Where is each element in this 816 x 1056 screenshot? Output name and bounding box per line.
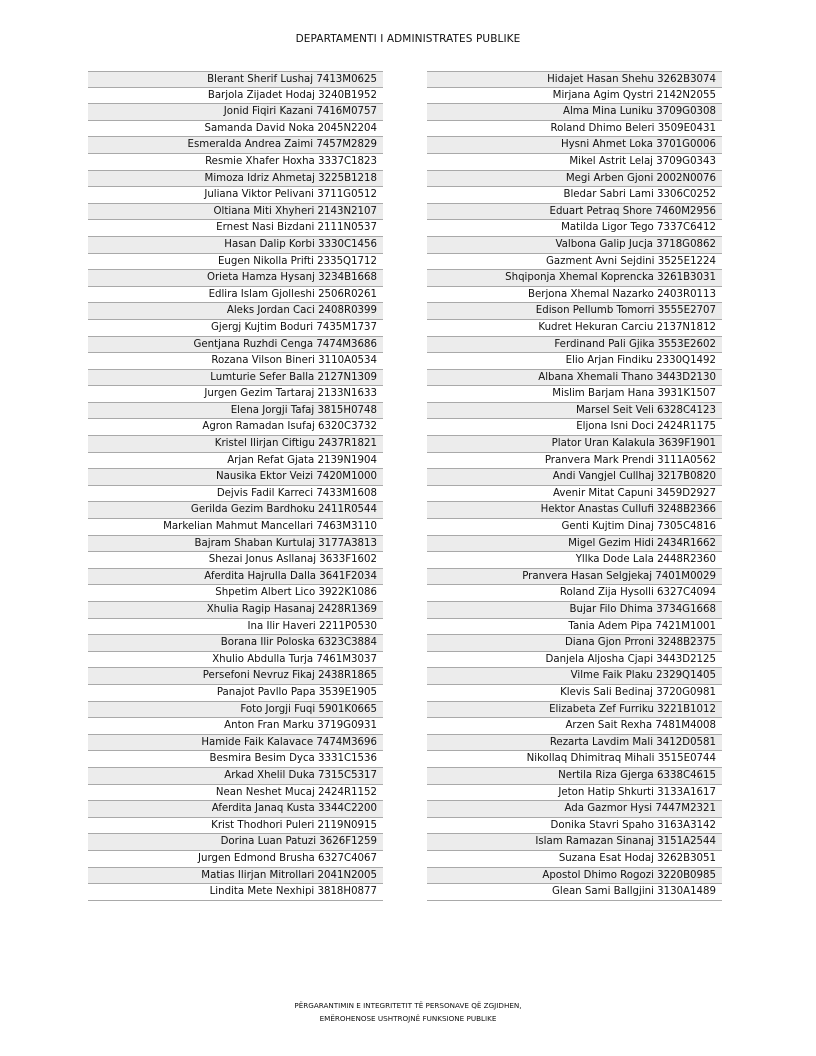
list-item: Ferdinand Pali Gjika 3553E2602 bbox=[427, 337, 722, 354]
list-item: Ada Gazmor Hysi 7447M2321 bbox=[427, 801, 722, 818]
list-item: Markelian Mahmut Mancellari 7463M3110 bbox=[88, 519, 383, 536]
list-item: Plator Uran Kalakula 3639F1901 bbox=[427, 436, 722, 453]
list-item: Kristel Ilirjan Ciftigu 2437R1821 bbox=[88, 436, 383, 453]
list-item: Agron Ramadan Isufaj 6320C3732 bbox=[88, 419, 383, 436]
list-item: Esmeralda Andrea Zaimi 7457M2829 bbox=[88, 137, 383, 154]
list-item: Hysni Ahmet Loka 3701G0006 bbox=[427, 137, 722, 154]
footer-line-2: EMËROHENOSE USHTROJNË FUNKSIONE PUBLIKE bbox=[319, 1014, 497, 1023]
list-item: Andi Vangjel Cullhaj 3217B0820 bbox=[427, 469, 722, 486]
list-item: Gazment Avni Sejdini 3525E1224 bbox=[427, 254, 722, 271]
list-item: Resmie Xhafer Hoxha 3337C1823 bbox=[88, 154, 383, 171]
list-item: Borana Ilir Poloska 6323C3884 bbox=[88, 635, 383, 652]
list-item: Anton Fran Marku 3719G0931 bbox=[88, 718, 383, 735]
list-item: Avenir Mitat Capuni 3459D2927 bbox=[427, 486, 722, 503]
list-item: Roland Zija Hysolli 6327C4094 bbox=[427, 585, 722, 602]
list-item: Juliana Viktor Pelivani 3711G0512 bbox=[88, 187, 383, 204]
list-item: Valbona Galip Jucja 3718G0862 bbox=[427, 237, 722, 254]
list-item: Nausika Ektor Veizi 7420M1000 bbox=[88, 469, 383, 486]
list-item: Foto Jorgji Fuqi 5901K0665 bbox=[88, 702, 383, 719]
list-item: Nertila Riza Gjerga 6338C4615 bbox=[427, 768, 722, 785]
list-item: Aleks Jordan Caci 2408R0399 bbox=[88, 303, 383, 320]
list-item: Nean Neshet Mucaj 2424R1152 bbox=[88, 785, 383, 802]
list-item: Jurgen Gezim Tartaraj 2133N1633 bbox=[88, 386, 383, 403]
list-item: Donika Stavri Spaho 3163A3142 bbox=[427, 818, 722, 835]
page-title: DEPARTAMENTI I ADMINISTRATES PUBLIKE bbox=[295, 33, 521, 45]
list-item: Elizabeta Zef Furriku 3221B1012 bbox=[427, 702, 722, 719]
list-item: Elio Arjan Findiku 2330Q1492 bbox=[427, 353, 722, 370]
list-item: Aferdita Janaq Kusta 3344C2200 bbox=[88, 801, 383, 818]
list-item: Bajram Shaban Kurtulaj 3177A3813 bbox=[88, 536, 383, 553]
list-item: Yllka Dode Lala 2448R2360 bbox=[427, 552, 722, 569]
list-item: Genti Kujtim Dinaj 7305C4816 bbox=[427, 519, 722, 536]
list-item: Ina Ilir Haveri 2211P0530 bbox=[88, 619, 383, 636]
list-item: Klevis Sali Bedinaj 3720G0981 bbox=[427, 685, 722, 702]
list-item: Dorina Luan Patuzi 3626F1259 bbox=[88, 834, 383, 851]
list-item: Apostol Dhimo Rogozi 3220B0985 bbox=[427, 868, 722, 885]
list-item: Alma Mina Luniku 3709G0308 bbox=[427, 104, 722, 121]
list-item: Bledar Sabri Lami 3306C0252 bbox=[427, 187, 722, 204]
list-item: Kudret Hekuran Carciu 2137N1812 bbox=[427, 320, 722, 337]
list-item: Mirjana Agim Qystri 2142N2055 bbox=[427, 88, 722, 105]
list-item: Besmira Besim Dyca 3331C1536 bbox=[88, 751, 383, 768]
list-item: Pranvera Hasan Selgjekaj 7401M0029 bbox=[427, 569, 722, 586]
list-item: Islam Ramazan Sinanaj 3151A2544 bbox=[427, 834, 722, 851]
footer-note bbox=[0, 999, 816, 1025]
list-item: Mislim Barjam Hana 3931K1507 bbox=[427, 386, 722, 403]
footer-line-1: PËRGARANTIMIN E INTEGRITETIT TË PERSONAVE QË ZGJIDHEN, bbox=[294, 1001, 522, 1010]
list-item: Dejvis Fadil Karreci 7433M1608 bbox=[88, 486, 383, 503]
list-item: Gentjana Ruzhdi Cenga 7474M3686 bbox=[88, 337, 383, 354]
list-item: Rozana Vilson Bineri 3110A0534 bbox=[88, 353, 383, 370]
list-item: Marsel Seit Veli 6328C4123 bbox=[427, 403, 722, 420]
list-item: Ernest Nasi Bizdani 2111N0537 bbox=[88, 220, 383, 237]
list-item: Gerilda Gezim Bardhoku 2411R0544 bbox=[88, 502, 383, 519]
list-item: Nikollaq Dhimitraq Mihali 3515E0744 bbox=[427, 751, 722, 768]
list-item: Barjola Zijadet Hodaj 3240B1952 bbox=[88, 88, 383, 105]
list-item: Xhulio Abdulla Turja 7461M3037 bbox=[88, 652, 383, 669]
list-item: Arzen Sait Rexha 7481M4008 bbox=[427, 718, 722, 735]
list-item: Suzana Esat Hodaj 3262B3051 bbox=[427, 851, 722, 868]
list-item: Lumturie Sefer Balla 2127N1309 bbox=[88, 370, 383, 387]
list-item: Jurgen Edmond Brusha 6327C4067 bbox=[88, 851, 383, 868]
list-item: Roland Dhimo Beleri 3509E0431 bbox=[427, 121, 722, 138]
right-name-list bbox=[427, 71, 722, 901]
list-item: Vilme Faik Plaku 2329Q1405 bbox=[427, 668, 722, 685]
list-item: Danjela Aljosha Cjapi 3443D2125 bbox=[427, 652, 722, 669]
list-item: Matias Ilirjan Mitrollari 2041N2005 bbox=[88, 868, 383, 885]
list-item: Blerant Sherif Lushaj 7413M0625 bbox=[88, 71, 383, 88]
list-item: Aferdita Hajrulla Dalla 3641F2034 bbox=[88, 569, 383, 586]
list-item: Orieta Hamza Hysanj 3234B1668 bbox=[88, 270, 383, 287]
list-item: Eugen Nikolla Prifti 2335Q1712 bbox=[88, 254, 383, 271]
list-item: Eduart Petraq Shore 7460M2956 bbox=[427, 204, 722, 221]
list-item: Hamide Faik Kalavace 7474M3696 bbox=[88, 735, 383, 752]
list-item: Panajot Pavllo Papa 3539E1905 bbox=[88, 685, 383, 702]
list-item: Shqiponja Xhemal Koprencka 3261B3031 bbox=[427, 270, 722, 287]
list-item: Albana Xhemali Thano 3443D2130 bbox=[427, 370, 722, 387]
list-item: Eljona Isni Doci 2424R1175 bbox=[427, 419, 722, 436]
list-item: Hasan Dalip Korbi 3330C1456 bbox=[88, 237, 383, 254]
list-item: Persefoni Nevruz Fikaj 2438R1865 bbox=[88, 668, 383, 685]
list-item: Shezai Jonus Asllanaj 3633F1602 bbox=[88, 552, 383, 569]
list-item: Matilda Ligor Tego 7337C6412 bbox=[427, 220, 722, 237]
list-item: Gjergj Kujtim Boduri 7435M1737 bbox=[88, 320, 383, 337]
left-name-list bbox=[88, 71, 383, 901]
list-item: Oltiana Miti Xhyheri 2143N2107 bbox=[88, 204, 383, 221]
list-item: Lindita Mete Nexhipi 3818H0877 bbox=[88, 884, 383, 901]
list-item: Rezarta Lavdim Mali 3412D0581 bbox=[427, 735, 722, 752]
list-item: Megi Arben Gjoni 2002N0076 bbox=[427, 171, 722, 188]
list-item: Edlira Islam Gjolleshi 2506R0261 bbox=[88, 287, 383, 304]
list-item: Arkad Xhelil Duka 7315C5317 bbox=[88, 768, 383, 785]
list-item: Berjona Xhemal Nazarko 2403R0113 bbox=[427, 287, 722, 304]
list-item: Jonid Fiqiri Kazani 7416M0757 bbox=[88, 104, 383, 121]
list-item: Xhulia Ragip Hasanaj 2428R1369 bbox=[88, 602, 383, 619]
list-item: Bujar Filo Dhima 3734G1668 bbox=[427, 602, 722, 619]
list-item: Glean Sami Ballgjini 3130A1489 bbox=[427, 884, 722, 901]
list-item: Hidajet Hasan Shehu 3262B3074 bbox=[427, 71, 722, 88]
list-item: Jeton Hatip Shkurti 3133A1617 bbox=[427, 785, 722, 802]
list-item: Edison Pellumb Tomorri 3555E2707 bbox=[427, 303, 722, 320]
list-item: Samanda David Noka 2045N2204 bbox=[88, 121, 383, 138]
list-item: Pranvera Mark Prendi 3111A0562 bbox=[427, 453, 722, 470]
list-item: Krist Thodhori Puleri 2119N0915 bbox=[88, 818, 383, 835]
list-item: Tania Adem Pipa 7421M1001 bbox=[427, 619, 722, 636]
list-item: Elena Jorgji Tafaj 3815H0748 bbox=[88, 403, 383, 420]
list-item: Hektor Anastas Cullufi 3248B2366 bbox=[427, 502, 722, 519]
list-item: Mikel Astrit Lelaj 3709G0343 bbox=[427, 154, 722, 171]
list-item: Mimoza Idriz Ahmetaj 3225B1218 bbox=[88, 171, 383, 188]
list-item: Arjan Refat Gjata 2139N1904 bbox=[88, 453, 383, 470]
list-item: Diana Gjon Prroni 3248B2375 bbox=[427, 635, 722, 652]
list-item: Shpetim Albert Lico 3922K1086 bbox=[88, 585, 383, 602]
list-item: Migel Gezim Hidi 2434R1662 bbox=[427, 536, 722, 553]
